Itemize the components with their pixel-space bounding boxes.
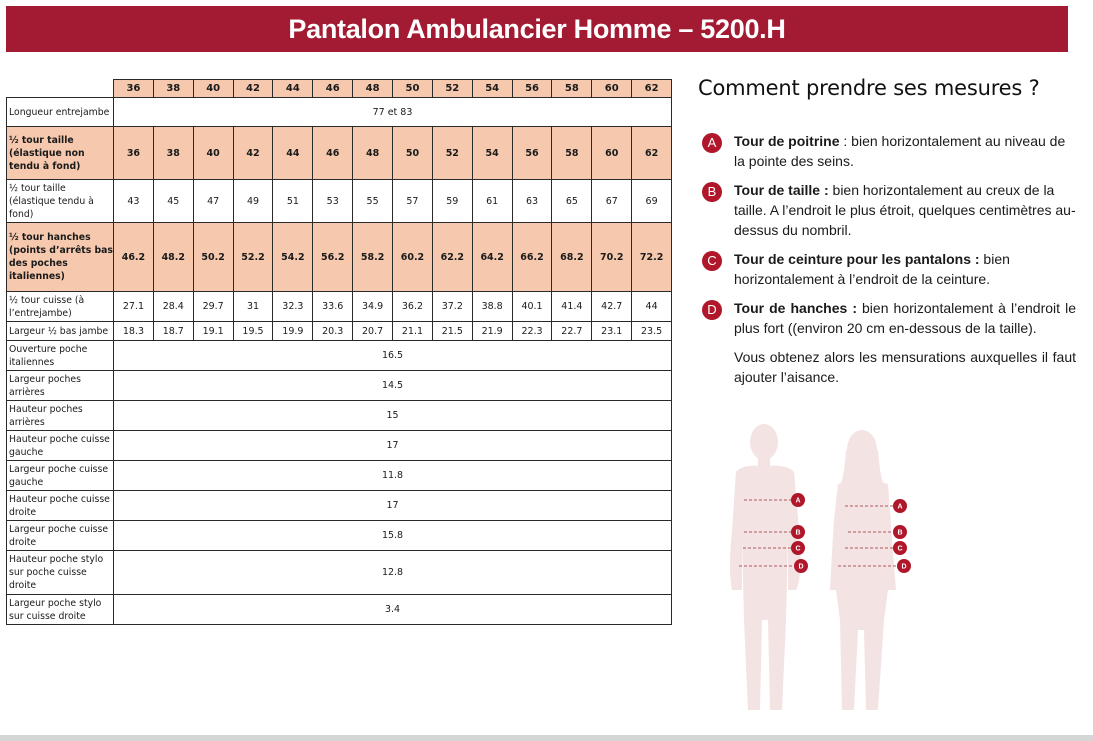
value-cell: 38.8 (472, 292, 512, 322)
marker-a-icon: A (702, 133, 722, 153)
value-cell: 46.2 (114, 223, 154, 292)
value-cell: 72.2 (632, 223, 672, 292)
value-cell: 41.4 (552, 292, 592, 322)
table-row (7, 595, 672, 625)
table-row (7, 127, 672, 180)
table-corner (7, 80, 114, 98)
merged-value-cell: 16.5 (114, 341, 672, 371)
row-label: Hauteur poche cuisse droite (7, 491, 114, 521)
size-column-header: 62 (632, 80, 672, 98)
value-cell: 18.3 (114, 322, 154, 341)
value-cell: 60.2 (393, 223, 433, 292)
woman-markers (893, 499, 911, 573)
value-cell: 55 (353, 180, 393, 223)
step-b (700, 180, 1076, 240)
value-cell: 48 (353, 127, 393, 180)
step-d (700, 298, 1076, 338)
value-cell: 21.1 (393, 322, 433, 341)
value-cell: 68.2 (552, 223, 592, 292)
howto-title: Comment prendre ses mesures ? (698, 76, 1040, 100)
ease-note: Vous obtenez alors les mensurations auxquelles il faut ajouter l’aisance. (734, 349, 1076, 385)
value-cell: 62 (632, 127, 672, 180)
value-cell: 33.6 (313, 292, 353, 322)
table-row (7, 491, 672, 521)
value-cell: 70.2 (592, 223, 632, 292)
step-term: Tour de ceinture pour les pantalons : (734, 251, 980, 267)
value-cell: 51 (273, 180, 313, 223)
value-cell: 37.2 (432, 292, 472, 322)
row-label: Largeur poche cuisse droite (7, 521, 114, 551)
value-cell: 47 (193, 180, 233, 223)
woman-silhouette-icon (830, 430, 896, 710)
value-cell: 20.7 (353, 322, 393, 341)
row-label: Largeur poche cuisse gauche (7, 461, 114, 491)
merged-value-cell: 77 et 83 (114, 98, 672, 127)
value-cell: 38 (153, 127, 193, 180)
woman-marker-c-label: C (897, 545, 903, 553)
table-row (7, 223, 672, 292)
row-label: Largeur ½ bas jambe (7, 322, 114, 341)
value-cell: 42 (233, 127, 273, 180)
value-cell: 54 (472, 127, 512, 180)
value-cell: 31 (233, 292, 273, 322)
value-cell: 34.9 (353, 292, 393, 322)
table-row (7, 341, 672, 371)
value-cell: 58.2 (353, 223, 393, 292)
woman-marker-a-label: A (897, 503, 903, 511)
man-silhouette-icon (730, 424, 804, 710)
value-cell: 61 (472, 180, 512, 223)
merged-value-cell: 3.4 (114, 595, 672, 625)
table-row (7, 371, 672, 401)
row-label: Largeur poche stylo sur cuisse droite (7, 595, 114, 625)
value-cell: 59 (432, 180, 472, 223)
step-text: bien horizontalement à l’endroit de la ceinture. (734, 251, 1010, 287)
value-cell: 53 (313, 180, 353, 223)
merged-value-cell: 12.8 (114, 551, 672, 595)
step-text: bien horizontalement au creux de la taille. A l’endroit le plus étroit, quelques centimètres au-dessus du nombril. (734, 182, 1076, 238)
merged-value-cell: 14.5 (114, 371, 672, 401)
value-cell: 46 (313, 127, 353, 180)
value-cell: 27.1 (114, 292, 154, 322)
size-column-header: 44 (273, 80, 313, 98)
value-cell: 44 (632, 292, 672, 322)
value-cell: 54.2 (273, 223, 313, 292)
value-cell: 36.2 (393, 292, 433, 322)
value-cell: 67 (592, 180, 632, 223)
row-label: Largeur poches arrières (7, 371, 114, 401)
merged-value-cell: 17 (114, 431, 672, 461)
size-header-row (7, 80, 672, 98)
step-c (700, 249, 1076, 289)
value-cell: 32.3 (273, 292, 313, 322)
man-marker-b-label: B (795, 529, 801, 537)
table-row (7, 292, 672, 322)
value-cell: 64.2 (472, 223, 512, 292)
value-cell: 63 (512, 180, 552, 223)
row-label: ½ tour taille (élastique tendu à fond) (7, 180, 114, 223)
value-cell: 36 (114, 127, 154, 180)
value-cell: 45 (153, 180, 193, 223)
table-row (7, 98, 672, 127)
value-cell: 23.1 (592, 322, 632, 341)
table-row (7, 461, 672, 491)
value-cell: 57 (393, 180, 433, 223)
merged-value-cell: 15 (114, 401, 672, 431)
marker-b-icon: B (702, 182, 722, 202)
row-label: Hauteur poche stylo sur poche cuisse droite (7, 551, 114, 595)
value-cell: 21.5 (432, 322, 472, 341)
marker-d-icon: D (702, 300, 722, 320)
value-cell: 44 (273, 127, 313, 180)
page-title: Pantalon Ambulancier Homme – 5200.H (288, 13, 786, 44)
step-term: Tour de hanches : (734, 300, 857, 316)
table-row (7, 401, 672, 431)
size-column-header: 56 (512, 80, 552, 98)
size-column-header: 52 (432, 80, 472, 98)
value-cell: 69 (632, 180, 672, 223)
page-banner (6, 6, 1068, 52)
value-cell: 62.2 (432, 223, 472, 292)
value-cell: 19.5 (233, 322, 273, 341)
size-column-header: 42 (233, 80, 273, 98)
table-row (7, 431, 672, 461)
row-label: Hauteur poche cuisse gauche (7, 431, 114, 461)
merged-value-cell: 11.8 (114, 461, 672, 491)
value-cell: 19.9 (273, 322, 313, 341)
value-cell: 60 (592, 127, 632, 180)
value-cell: 66.2 (512, 223, 552, 292)
value-cell: 50 (393, 127, 433, 180)
table-row (7, 180, 672, 223)
merged-value-cell: 17 (114, 491, 672, 521)
size-column-header: 60 (592, 80, 632, 98)
size-column-header: 46 (313, 80, 353, 98)
size-table-body (7, 98, 672, 625)
value-cell: 49 (233, 180, 273, 223)
size-column-header: 50 (393, 80, 433, 98)
row-label: ½ tour hanches (points d’arrêts bas des poches italiennes) (7, 223, 114, 292)
value-cell: 42.7 (592, 292, 632, 322)
value-cell: 50.2 (193, 223, 233, 292)
size-column-header: 36 (114, 80, 154, 98)
size-column-header: 58 (552, 80, 592, 98)
value-cell: 58 (552, 127, 592, 180)
row-label: Ouverture poche italiennes (7, 341, 114, 371)
value-cell: 40.1 (512, 292, 552, 322)
table-row (7, 551, 672, 595)
step-term: Tour de taille : (734, 182, 829, 198)
measurement-figures (722, 420, 942, 720)
merged-value-cell: 15.8 (114, 521, 672, 551)
size-column-header: 40 (193, 80, 233, 98)
value-cell: 28.4 (153, 292, 193, 322)
marker-c-icon: C (702, 251, 722, 271)
value-cell: 65 (552, 180, 592, 223)
size-column-header: 38 (153, 80, 193, 98)
value-cell: 22.7 (552, 322, 592, 341)
value-cell: 56.2 (313, 223, 353, 292)
size-column-header: 54 (472, 80, 512, 98)
value-cell: 20.3 (313, 322, 353, 341)
man-marker-c-label: C (795, 545, 801, 553)
value-cell: 52.2 (233, 223, 273, 292)
step-text: bien horizontalement à l’endroit le plus fort ((environ 20 cm en-dessous de la taille). (734, 300, 1076, 336)
man-marker-d-label: D (798, 563, 804, 571)
row-label: ½ tour cuisse (à l’entrejambe) (7, 292, 114, 322)
row-label: Longueur entrejambe (7, 98, 114, 127)
step-a (700, 131, 1076, 171)
page-bottom-bar (0, 735, 1093, 741)
step-text: : bien horizontalement au niveau de la pointe des seins. (734, 133, 1066, 169)
value-cell: 56 (512, 127, 552, 180)
step-term: Tour de poitrine (734, 133, 840, 149)
value-cell: 40 (193, 127, 233, 180)
woman-marker-b-label: B (897, 529, 903, 537)
value-cell: 18.7 (153, 322, 193, 341)
value-cell: 48.2 (153, 223, 193, 292)
size-column-header: 48 (353, 80, 393, 98)
value-cell: 23.5 (632, 322, 672, 341)
size-chart-table (6, 79, 672, 625)
table-row (7, 521, 672, 551)
measurement-steps (700, 131, 1076, 396)
woman-marker-d-label: D (901, 563, 907, 571)
silhouettes-illustration (722, 420, 942, 720)
value-cell: 43 (114, 180, 154, 223)
row-label: ½ tour taille (élastique non tendu à fond) (7, 127, 114, 180)
table-row (7, 322, 672, 341)
value-cell: 19.1 (193, 322, 233, 341)
row-label: Hauteur poches arrières (7, 401, 114, 431)
value-cell: 52 (432, 127, 472, 180)
value-cell: 21.9 (472, 322, 512, 341)
value-cell: 22.3 (512, 322, 552, 341)
value-cell: 29.7 (193, 292, 233, 322)
man-marker-a-label: A (795, 497, 801, 505)
